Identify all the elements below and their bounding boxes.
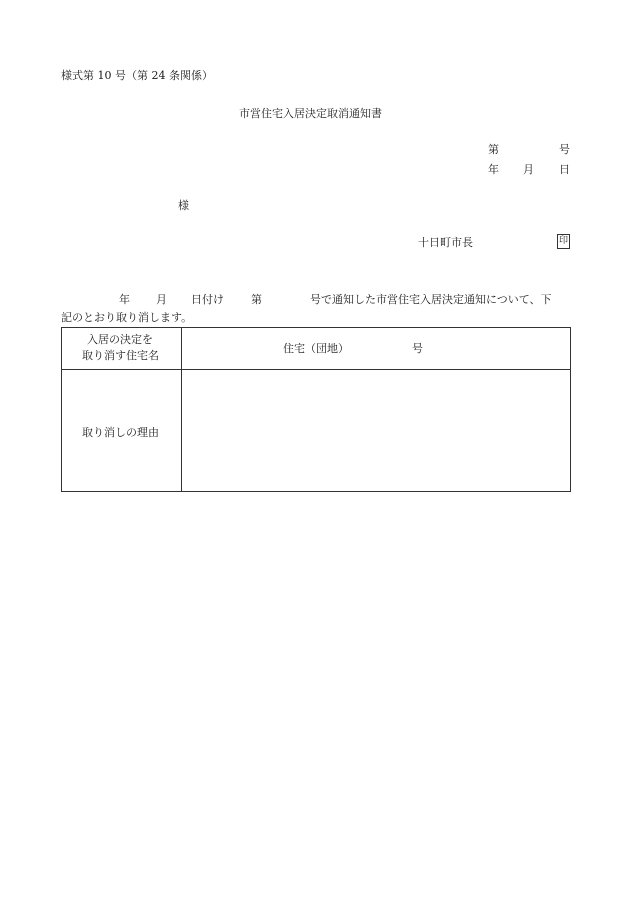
row2-label: 取り消しの理由 bbox=[82, 426, 159, 439]
body-dai: 第 bbox=[251, 293, 262, 306]
table-row-divider bbox=[62, 369, 570, 370]
body-line2-text: 記のとおり取り消します。 bbox=[61, 311, 193, 324]
seal-mark: 印 bbox=[557, 234, 570, 249]
table-column-divider bbox=[181, 328, 182, 491]
row1-label-line1: 入居の決定を bbox=[87, 333, 153, 346]
row1-value-danchi: 住宅（団地） bbox=[283, 342, 349, 355]
issue-date-year: 年 bbox=[488, 163, 499, 176]
issue-date-day: 日 bbox=[559, 163, 570, 176]
issuer-title: 十日町市長 bbox=[418, 236, 473, 249]
record-table bbox=[61, 327, 571, 492]
row1-label-line2: 取り消す住宅名 bbox=[82, 349, 159, 362]
row1-value-go: 号 bbox=[412, 342, 423, 355]
body-month: 月 bbox=[156, 293, 167, 306]
issue-number-go: 号 bbox=[559, 143, 570, 156]
body-line1-text: 号で通知した市営住宅入居決定通知について、下 bbox=[310, 293, 552, 306]
issue-date-month: 月 bbox=[523, 163, 534, 176]
document-title: 市営住宅入居決定取消通知書 bbox=[239, 107, 382, 120]
form-number: 様式第 10 号（第 24 条関係） bbox=[61, 69, 213, 82]
recipient-honorific: 様 bbox=[178, 199, 189, 212]
body-year: 年 bbox=[119, 293, 130, 306]
issue-number-dai: 第 bbox=[488, 143, 499, 156]
body-day: 日付け bbox=[191, 293, 224, 306]
